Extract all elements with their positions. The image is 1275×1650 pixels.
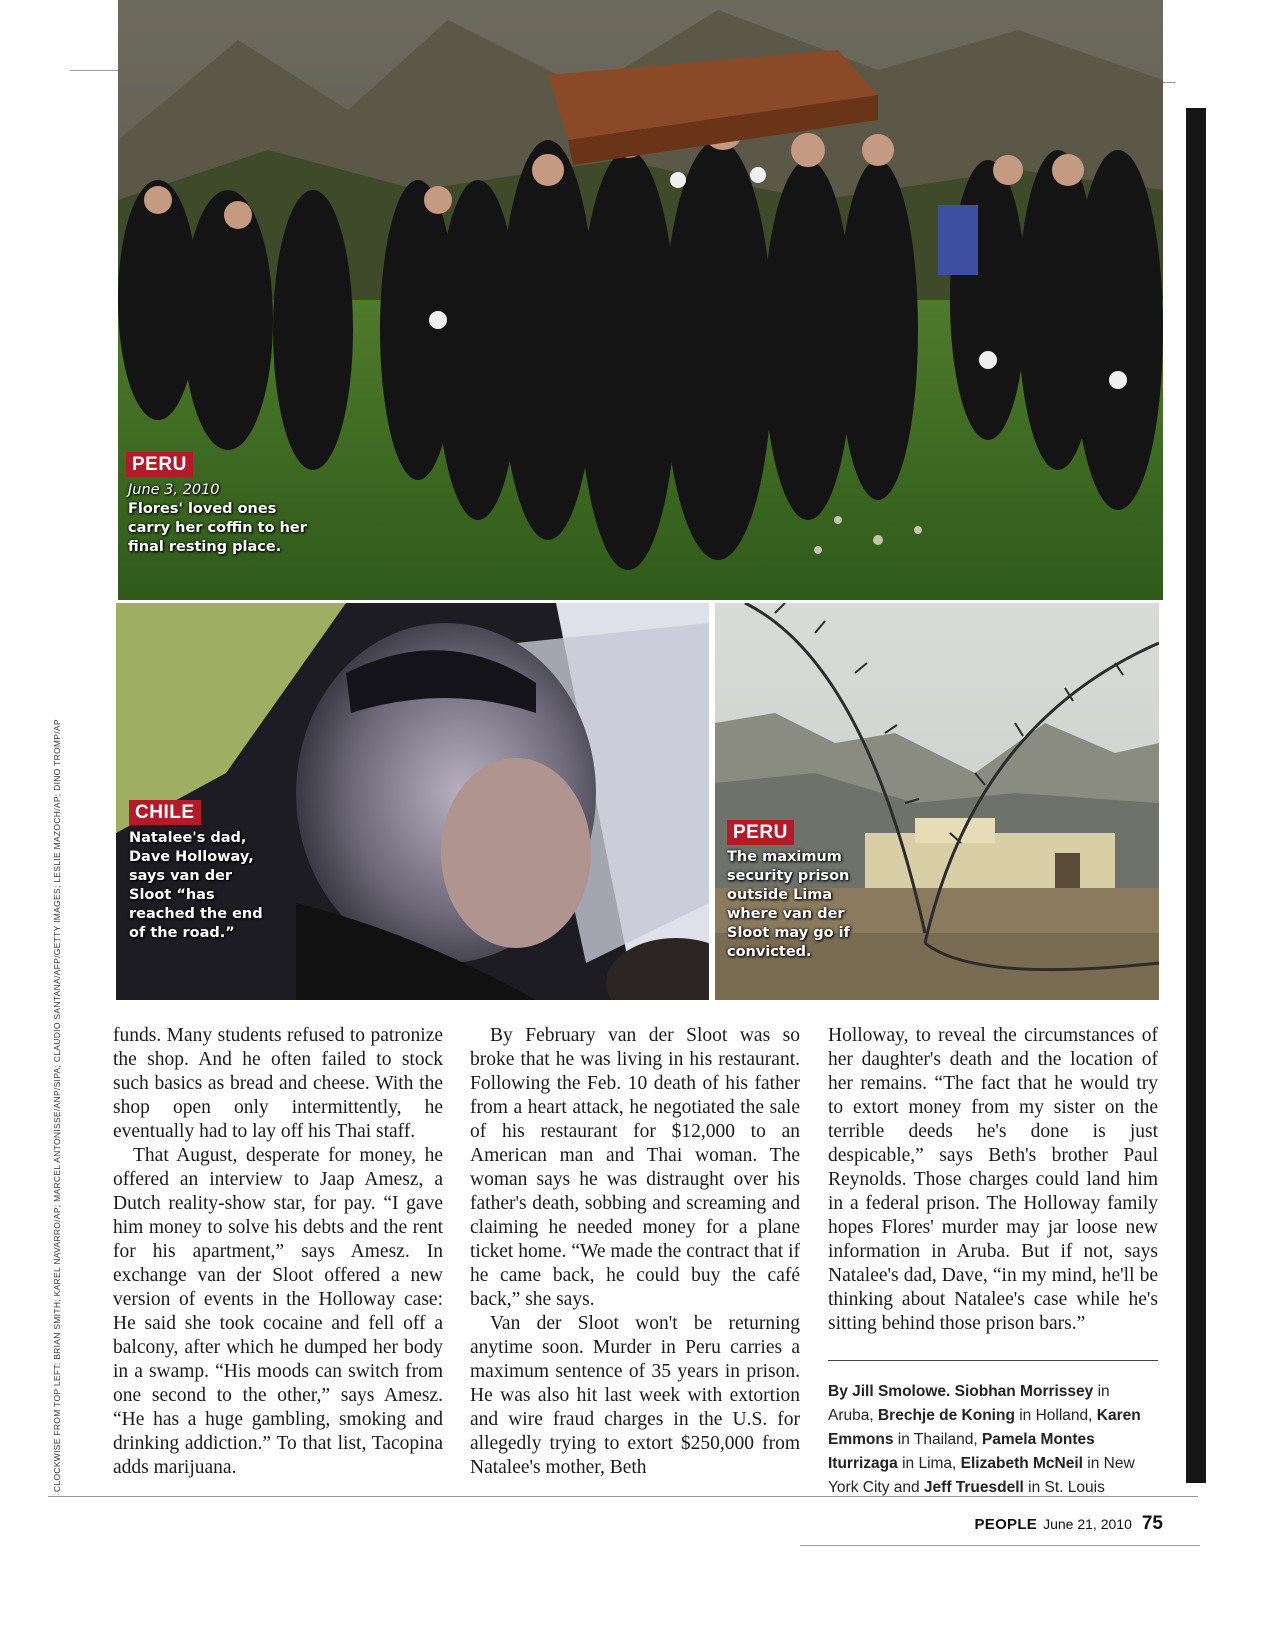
caption-text: Flores' loved ones carry her coffin to her final resting place. [128,501,307,555]
photo-credit: CLOCKWISE FROM TOP LEFT: BRIAN SMITH; KAREL NAVARRO/AP; MARCEL ANTONISSE/ANP/SIPA; CLAUDIO SANTANA/AFP/GETTY IMAGES; LESLIE MAZOCH/AP; DINO TROMP/AP [52,719,62,1492]
prison-photo-caption: The maximum security prison outside Lima where van der Sloot may go if convicted. [727,849,850,960]
magazine-name: PEOPLE [974,1516,1038,1533]
byline [828,1380,1143,1500]
prison-photo [715,603,1159,1000]
paragraph: Holloway, to reveal the circumstances of her daughter's death and the location of her remains. “The fact that he would try to extort money from my sister on the terrible deeds he's done is just despicable,” says Beth's brother Paul Reynolds. Those charges could land him in a federal prison. The Holloway family hopes Flores' murder may jar loose new information in Aruba. But if not, says Natalee's dad, Dave, “in my mind, he'll be thinking about Natalee's case while he's sitting behind those prison bars.” [828,1025,1158,1334]
footer-rule [800,1545,1200,1546]
byline-name: Jeff Truesdell [923,1479,1024,1496]
byline-location: in Aruba, [828,1383,1110,1424]
byline-location: in New York City and [828,1455,1135,1496]
article-column-3 [828,1024,1158,1336]
byline-name: Karen Emmons [828,1407,1141,1448]
paragraph: funds. Many students refused to patronize the shop. And he often failed to stock such basics as bread and cheese. With the shop open only intermittently, he eventually had to lay off his Thai staff. [113,1025,443,1142]
paragraph: Van der Sloot won't be returning anytime soon. Murder in Peru carries a maximum sentence of 35 years in prison. He was also hit last week with extortion and wire fraud charges in the U.S. for allegedly trying to extort $250,000 from Natalee's mother, Beth [470,1313,800,1478]
page-number: 75 [1141,1513,1163,1534]
paragraph: By February van der Sloot was so broke that he was living in his restaurant. Following the Feb. 10 death of his father from a heart attack, he negotiated the sale of his restaurant for $12,000 to an American man and Thai woman. The woman says he was distraught over his father's death, sobbing and screaming and claiming he needed money for a plane ticket home. “We made the contract that if he came back, he could buy the café back,” she says. [470,1025,800,1310]
page-edge-bar [1186,108,1206,1483]
byline-location: in Thailand, [893,1431,982,1448]
issue-date: June 21, 2010 [1043,1516,1132,1532]
paragraph: That August, desperate for money, he offered an interview to Jaap Amesz, a Dutch reality-show star, for pay. “I gave him money to solve his debts and the rent for his apartment,” says Amesz. In exchange van der Sloot offered a new version of events in the Holloway case: He said she took cocaine and fell off a balcony, after which he dumped her body in a swamp. “His moods can switch from one second to the other,” says Amesz. “He has a huge gambling, smoking and drinking addiction.” To that list, Tacopina adds marijuana. [113,1145,443,1478]
funeral-photo-caption [128,481,368,557]
bottom-rule [48,1496,1198,1497]
location-tag-peru-top: PERU [126,452,193,477]
article-column-2 [470,1024,800,1480]
byline-name: By Jill Smolowe. Siobhan Morrissey [828,1383,1094,1400]
location-tag-chile: CHILE [129,800,201,825]
byline-name: Elizabeth McNeil [960,1455,1083,1472]
byline-location: in St. Louis [1023,1479,1105,1496]
holloway-photo-caption: Natalee's dad, Dave Holloway, says van der Sloot “has reached the end of the road.” [129,830,263,941]
byline-rule [828,1360,1158,1361]
holloway-photo [116,603,709,1000]
byline-name: Pamela Montes Iturrizaga [828,1431,1095,1472]
byline-name: Brechje de Koning [877,1407,1015,1424]
location-tag-peru-prison: PERU [727,820,794,845]
top-rule-left [70,70,120,71]
page-footer [974,1513,1163,1535]
byline-location: in Holland, [1014,1407,1097,1424]
article-column-1 [113,1024,443,1480]
caption-date: June 3, 2010 [128,482,220,498]
funeral-photo [118,0,1163,600]
byline-location: in Lima, [897,1455,961,1472]
